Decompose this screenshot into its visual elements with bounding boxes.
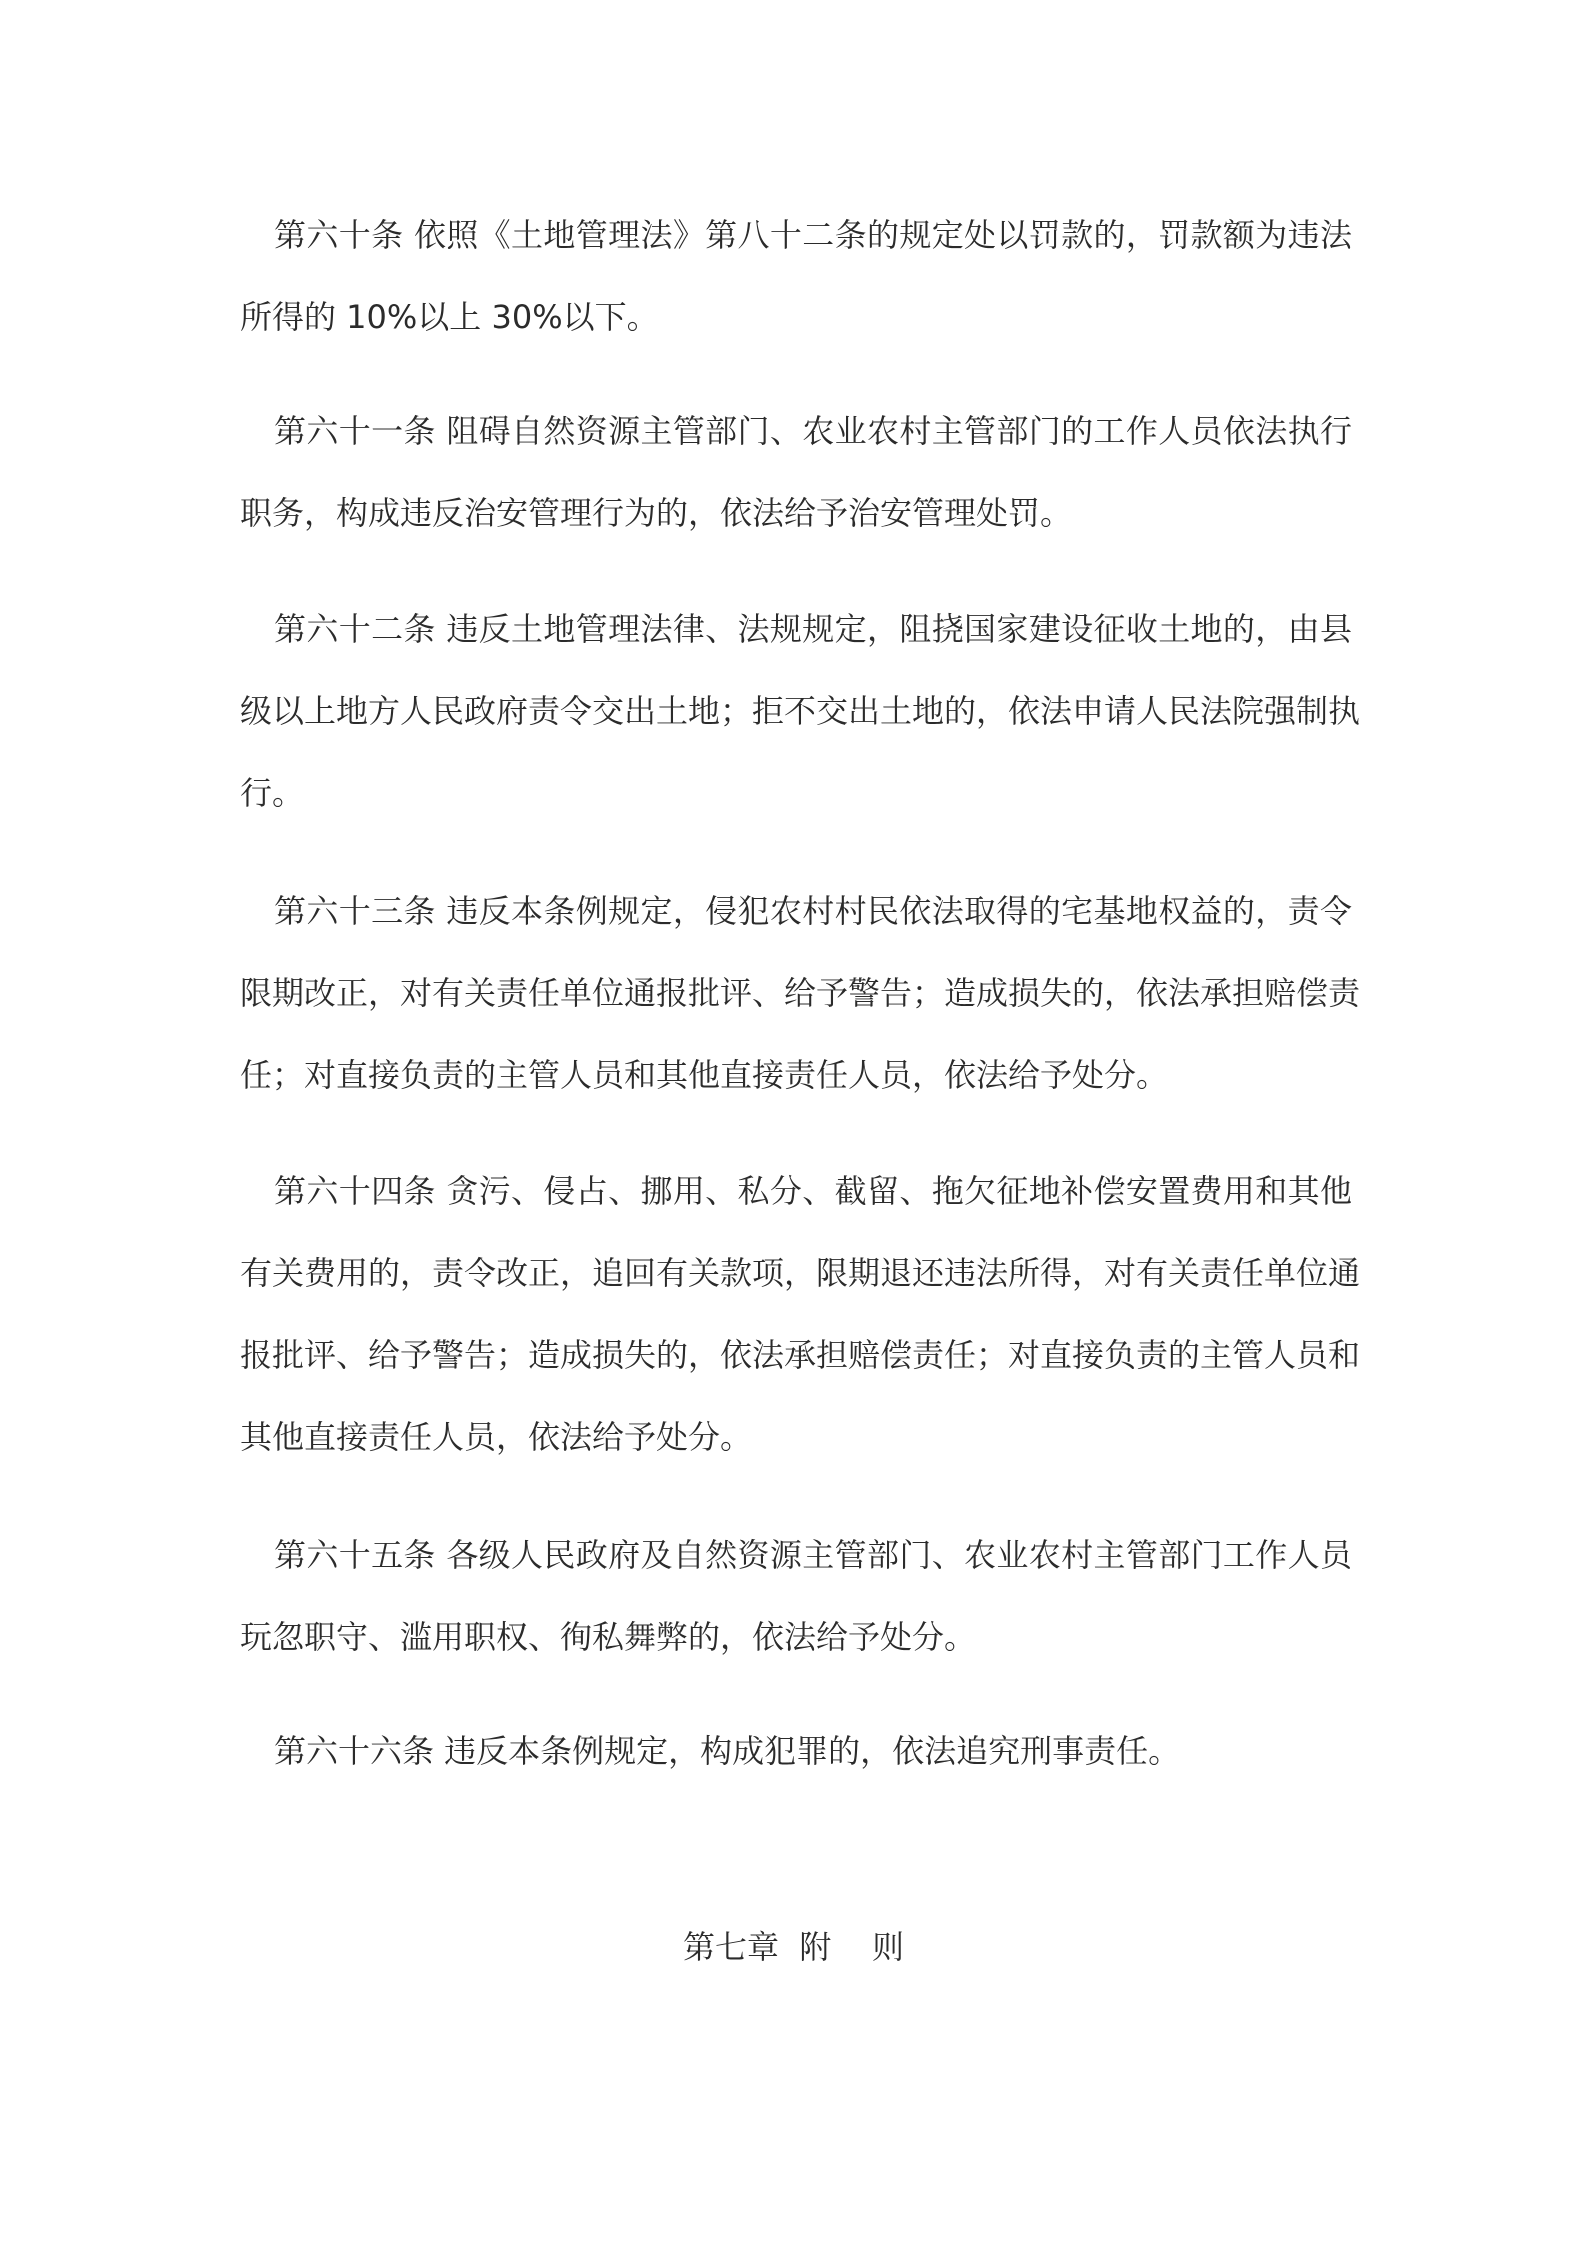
article-65-line-2: 玩忽职守、滥用职权、徇私舞弊的，依法给予处分。 — [240, 1618, 977, 1656]
article-61-line-2: 职务，构成违反治安管理行为的，依法给予治安管理处罚。 — [240, 494, 1073, 532]
article-64-line-1: 第六十四条 贪污、侵占、挪用、私分、截留、拖欠征地补偿安置费用和其他 — [274, 1172, 1352, 1210]
article-62-line-1: 第六十二条 违反土地管理法律、法规规定，阻挠国家建设征收土地的，由县 — [274, 610, 1352, 648]
article-62 — [240, 588, 1361, 834]
article-63-line-1: 第六十三条 违反本条例规定，侵犯农村村民依法取得的宅基地权益的，责令 — [274, 892, 1352, 930]
article-66-line-1: 第六十六条 违反本条例规定，构成犯罪的，依法追究刑事责任。 — [274, 1732, 1181, 1770]
article-66 — [240, 1710, 1352, 1792]
article-64-line-4: 其他直接责任人员，依法给予处分。 — [240, 1418, 753, 1456]
article-63-line-3: 任；对直接负责的主管人员和其他直接责任人员，依法给予处分。 — [240, 1056, 1169, 1094]
article-61-line-1: 第六十一条 阻碍自然资源主管部门、农业农村主管部门的工作人员依法执行 — [274, 412, 1352, 450]
article-60 — [240, 194, 1352, 358]
article-64 — [240, 1150, 1361, 1478]
article-62-line-3: 行。 — [240, 774, 305, 812]
article-60-line-2: 所得的 10%以上 30%以下。 — [240, 298, 659, 336]
article-64-line-2: 有关费用的，责令改正，追回有关款项，限期退还违法所得，对有关责任单位通 — [240, 1254, 1361, 1292]
chapter-heading: 第七章 附 则 — [682, 1928, 905, 1966]
article-65 — [240, 1514, 1352, 1678]
article-64-line-3: 报批评、给予警告；造成损失的，依法承担赔偿责任；对直接负责的主管人员和 — [240, 1336, 1361, 1374]
article-65-line-1: 第六十五条 各级人民政府及自然资源主管部门、农业农村主管部门工作人员 — [274, 1536, 1352, 1574]
article-63-line-2: 限期改正，对有关责任单位通报批评、给予警告；造成损失的，依法承担赔偿责 — [240, 974, 1361, 1012]
article-63 — [240, 870, 1361, 1116]
article-61 — [240, 390, 1352, 554]
article-62-line-2: 级以上地方人民政府责令交出土地；拒不交出土地的，依法申请人民法院强制执 — [240, 692, 1361, 730]
article-60-line-1: 第六十条 依照《土地管理法》第八十二条的规定处以罚款的，罚款额为违法 — [274, 216, 1352, 254]
